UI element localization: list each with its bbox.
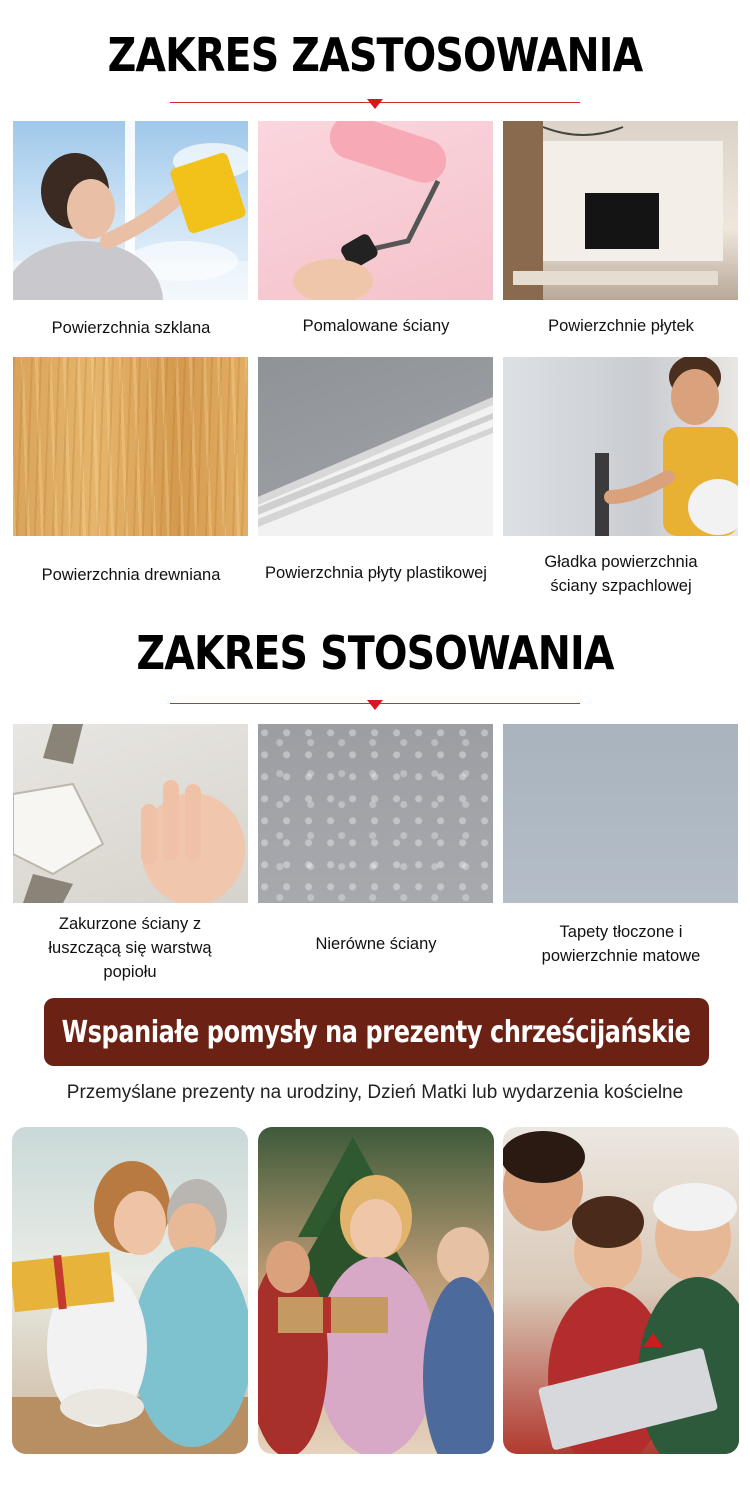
tile-dusty-walls bbox=[13, 724, 248, 903]
banner-text: Wspaniałe pomysły na prezenty chrześcijańskie bbox=[62, 1014, 691, 1050]
gift-ideas-banner bbox=[44, 998, 709, 1066]
caption-glass-surface: Powierzchnia szklana bbox=[51, 319, 211, 337]
section-title-usage-range: ZAKRES STOSOWANIA bbox=[136, 626, 614, 680]
caption-putty-wall: Gładka powierzchnia ściany szpachlowej bbox=[544, 553, 698, 595]
divider-arrow-icon bbox=[367, 99, 383, 109]
gift-subtitle: Przemyślane prezenty na urodziny, Dzień Matki lub wydarzenia kościelne bbox=[66, 1082, 684, 1103]
caption-tile-surfaces: Powierzchnie płytek bbox=[548, 317, 694, 335]
tile-wood-surface bbox=[13, 357, 248, 536]
photo-grandparents-gift bbox=[503, 1127, 739, 1454]
caption-uneven-walls: Nierówne ściany bbox=[315, 935, 437, 953]
section-title-application-range: ZAKRES ZASTOSOWANIA bbox=[107, 28, 643, 82]
caption-plastic-board: Powierzchnia płyty plastikowej bbox=[265, 564, 487, 582]
tile-uneven-walls bbox=[258, 724, 493, 903]
caption-wood-surface: Powierzchnia drewniana bbox=[41, 566, 221, 584]
tile-plastic-board bbox=[258, 357, 493, 536]
divider-arrow-icon bbox=[367, 700, 383, 710]
caption-embossed-wallpaper: Tapety tłoczone i powierzchnie matowe bbox=[541, 923, 701, 965]
tile-embossed-wallpaper bbox=[503, 724, 738, 903]
tile-glass-surface bbox=[13, 121, 248, 300]
photo-mother-daughter-gift bbox=[12, 1127, 248, 1454]
tile-putty-wall bbox=[503, 357, 738, 536]
caption-dusty-walls: Zakurzone ściany z łuszczącą się warstwą popiołu bbox=[48, 915, 212, 981]
tile-painted-walls bbox=[258, 121, 493, 300]
tile-tile-surfaces bbox=[503, 121, 738, 300]
caption-painted-walls: Pomalowane ściany bbox=[302, 317, 450, 335]
photo-family-christmas-gift bbox=[258, 1127, 494, 1454]
